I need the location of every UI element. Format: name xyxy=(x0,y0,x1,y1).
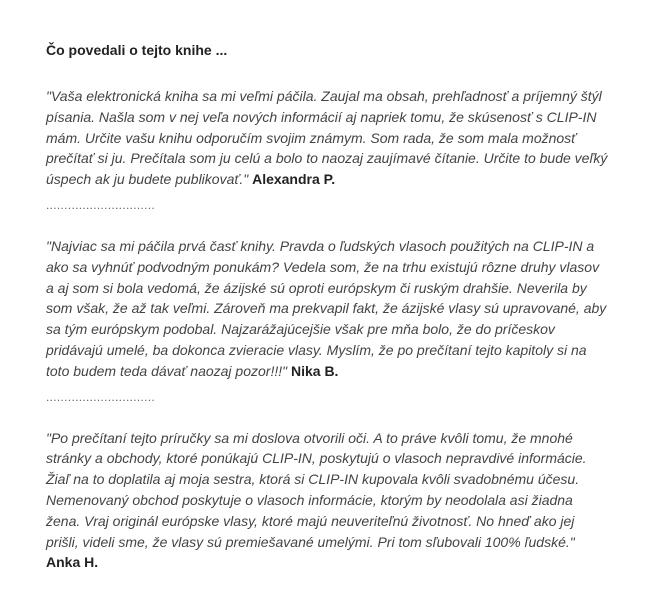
testimonial-author: Nika B. xyxy=(290,362,339,379)
testimonial-author: Alexandra P. xyxy=(252,171,336,188)
testimonial-quote: "Vaša elektronická kniha sa mi veľmi páčila. Zaujal ma obsah, prehľadnosť a príjemný štýl písania. Našla som v nej veľa nových informácií aj napriek tomu, že skúsenosť s CLIP-IN mám. Určite vašu knihu odporučím svojim známym. Som rada, že som mala možnosť prečítať si ju. Prečítala som ju celú a bolo to naozaj zaujímavé čítanie. Určite to bude veľký úspech ak ju budete publikovať." xyxy=(46,88,608,188)
testimonial-1 xyxy=(46,86,609,190)
separator-dots: .............................. xyxy=(46,389,156,404)
testimonial-quote: "Najviac sa mi páčila prvá časť knihy. Pravda o ľudských vlasoch použitých na CLIP-IN a ako sa vyhnúť podvodným ponukám? Vedela som, že na trhu existujú rôzne druhy vlasov a aj som si bola vedomá, že ázijské sú oproti európskym či ruským drahšie. Neverila by som však, že až tak veľmi. Zároveň ma prekvapil fakt, že ázijské vlasy sú upravované, aby sa tým európskym podobal. Najzarážajúcejšie však pre mňa bolo, že do príčeskov pridávajú umelé, ba dokonca zvieracie vlasy. Myslím, že po prečítaní tejto kapitoly si na toto budem teda dávať naozaj pozor!!!" xyxy=(46,237,607,379)
separator-dots: .............................. xyxy=(46,197,156,212)
section-heading: Čo povedali o tejto knihe ... xyxy=(46,42,228,58)
testimonial-3 xyxy=(46,428,609,574)
testimonial-2 xyxy=(46,236,609,382)
testimonial-quote: "Po prečítaní tejto príručky sa mi doslova otvorili oči. A to práve kvôli tomu, že mnohé stránky a obchody, ktoré ponúkajú CLIP-IN, poskytujú o vlasoch nepravdivé informácie. Žiaľ na to doplatila aj moja sestra, ktorá si CLIP-IN kupovala kvôli svadobnému účesu. Nemenovaný obchod poskytuje o vlasoch informácie, ktorým by neodolala asi žiadna žena. Vraj originál európske vlasy, ktoré majú neuveriteľnú životnosť. No hneď ako jej prišli, videli sme, že vlasy sú premiešavané umelými. Pri tom sľubovali 100% ľudské." xyxy=(46,429,587,550)
testimonial-author: Anka H. xyxy=(46,554,99,571)
